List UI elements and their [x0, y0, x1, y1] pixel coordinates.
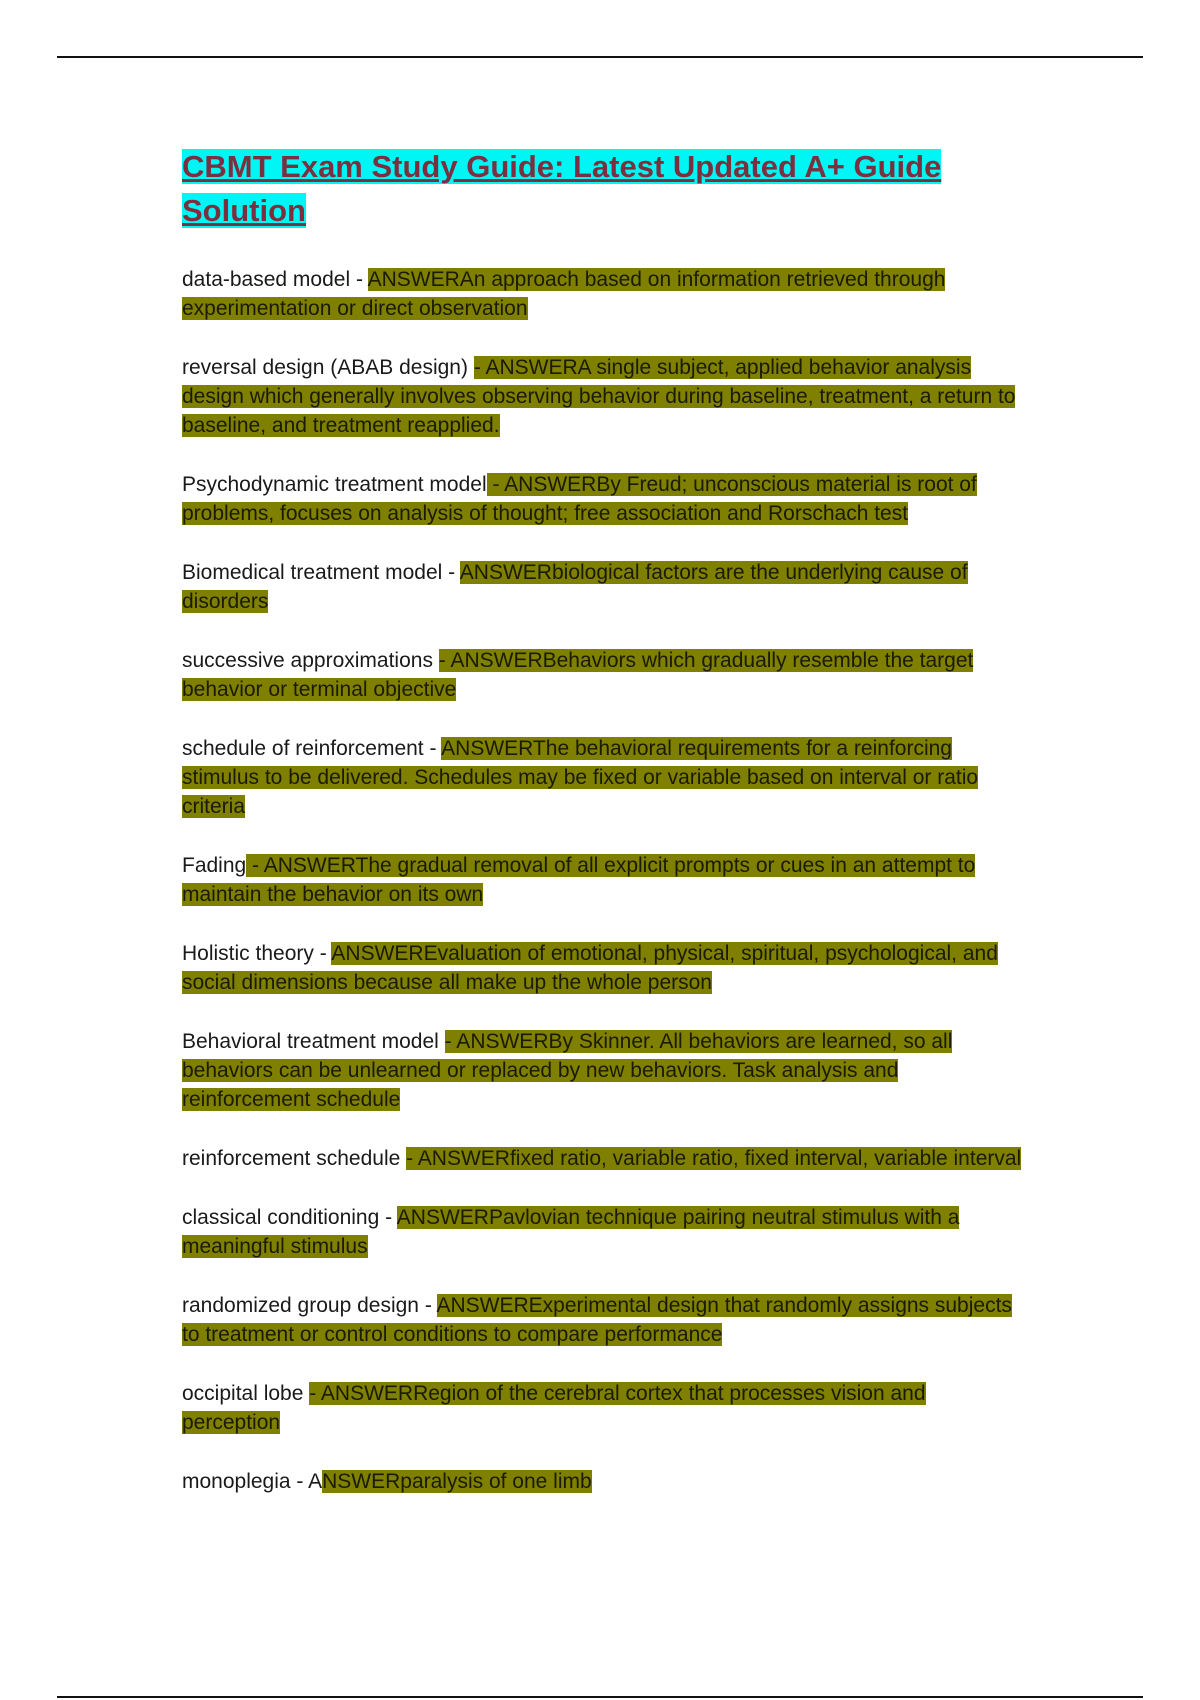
entry-answer: - ANSWERA single subject, applied behavior analysis design which generally involves observing behavior during baseline, treatment, a return to baseline, and treatment reapplied.: [182, 356, 1016, 437]
entry-answer: - ANSWERBy Skinner. All behaviors are learned, so all behaviors can be unlearned or replaced by new behaviors. Task analysis and reinforcement schedule: [182, 1030, 953, 1111]
entry-answer: ANSWERAn approach based on information retrieved through experimentation or direct observation: [182, 268, 946, 320]
entry-answer: - ANSWERfixed ratio, variable ratio, fixed interval, variable interval: [406, 1147, 1022, 1170]
flashcard-entry: [182, 1291, 1022, 1349]
entry-term: reinforcement schedule: [182, 1147, 407, 1170]
entry-answer: - ANSWERRegion of the cerebral cortex that processes vision and perception: [182, 1382, 926, 1434]
entry-answer: - ANSWERThe gradual removal of all explicit prompts or cues in an attempt to maintain the behavior on its own: [182, 854, 976, 906]
entry-answer: - ANSWERBehaviors which gradually resemble the target behavior or terminal objective: [182, 649, 974, 701]
entry-term: Biomedical treatment model -: [182, 561, 460, 584]
flashcard-entry: [182, 734, 1022, 821]
entry-term: monoplegia - A: [182, 1470, 323, 1493]
entry-answer: ANSWERExperimental design that randomly assigns subjects to treatment or control conditions to compare performance: [182, 1294, 1012, 1346]
flashcard-entry: [182, 939, 1022, 997]
entry-term: reversal design (ABAB design): [182, 356, 474, 379]
entry-term: Fading: [182, 854, 247, 877]
entry-term: Psychodynamic treatment model: [182, 473, 487, 496]
document-title: [182, 145, 1022, 233]
entry-term: Behavioral treatment model: [182, 1030, 445, 1053]
flashcard-entry: [182, 1467, 1022, 1496]
entry-term: successive approximations: [182, 649, 439, 672]
footer-rule: [57, 1696, 1143, 1698]
flashcard-entry: [182, 851, 1022, 909]
header-rule: [57, 56, 1143, 58]
flashcard-entry: [182, 558, 1022, 616]
flashcard-entry: [182, 353, 1022, 440]
entry-term: occipital lobe: [182, 1382, 310, 1405]
flashcard-entry: [182, 1144, 1022, 1173]
entry-answer: ANSWERPavlovian technique pairing neutral stimulus with a meaningful stimulus: [182, 1206, 960, 1258]
entry-term: Holistic theory -: [182, 942, 332, 965]
flashcard-entry: [182, 1379, 1022, 1437]
flashcard-entry: [182, 646, 1022, 704]
entry-answer: NSWERparalysis of one limb: [322, 1470, 592, 1493]
entry-answer: ANSWERThe behavioral requirements for a reinforcing stimulus to be delivered. Schedules may be fixed or variable based on interval or ratio criteria: [182, 737, 979, 818]
flashcard-entry: [182, 1203, 1022, 1261]
document-title-text: CBMT Exam Study Guide: Latest Updated A+ Guide Solution: [182, 149, 942, 228]
flashcard-entry: [182, 1027, 1022, 1114]
entry-answer: - ANSWERBy Freud; unconscious material is root of problems, focuses on analysis of thought; free association and Rorschach test: [182, 473, 977, 525]
entry-term: randomized group design -: [182, 1294, 437, 1317]
flashcard-entry: [182, 470, 1022, 528]
entry-answer: ANSWERbiological factors are the underlying cause of disorders: [182, 561, 968, 613]
flashcard-entry: [182, 265, 1022, 323]
document-body: [182, 145, 1022, 1526]
entry-answer: ANSWEREvaluation of emotional, physical, spiritual, psychological, and social dimensions because all make up the whole person: [182, 942, 998, 994]
entry-term: data-based model -: [182, 268, 368, 291]
entry-term: schedule of reinforcement -: [182, 737, 442, 760]
entry-term: classical conditioning -: [182, 1206, 397, 1229]
